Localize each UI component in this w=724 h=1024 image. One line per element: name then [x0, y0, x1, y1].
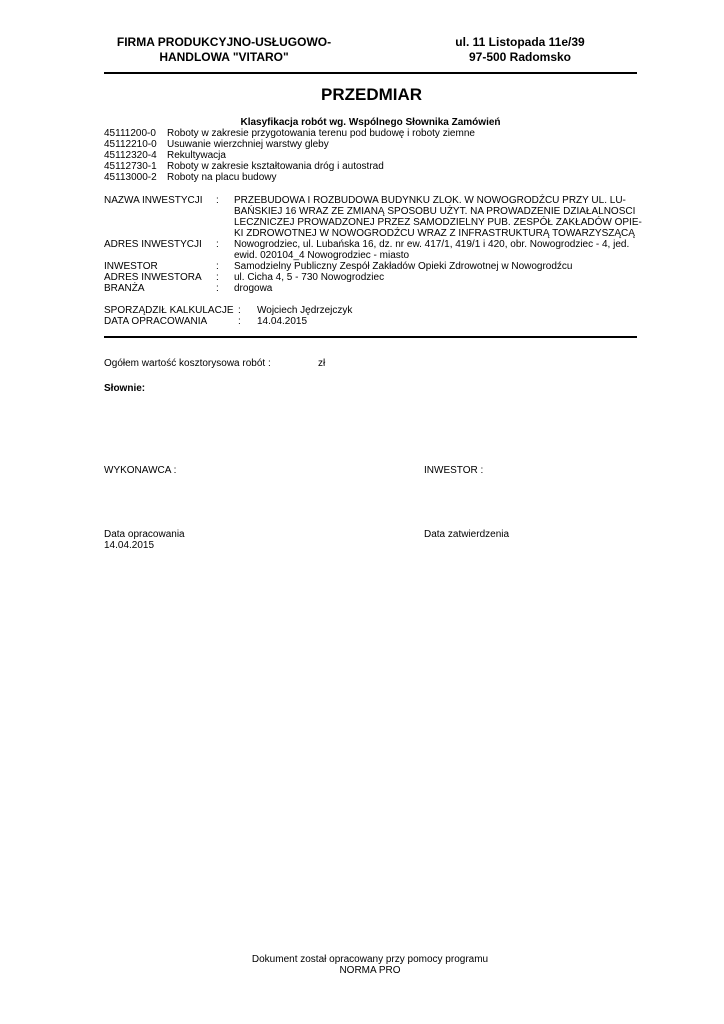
cpv-item — [104, 172, 475, 183]
cpv-code: 45112730-1 — [104, 161, 157, 172]
company-name — [104, 35, 344, 65]
field-label: BRANŻA — [104, 283, 145, 294]
field-colon: : — [216, 195, 219, 206]
field-colon: : — [216, 239, 219, 250]
cpv-code: 45113000-2 — [104, 172, 157, 183]
field-label: NAZWA INWESTYCJI — [104, 195, 203, 206]
field-nazwa-inwestycji — [104, 195, 642, 239]
field-adres-inwestora — [104, 272, 634, 283]
field-value: drogowa — [234, 283, 273, 294]
footer — [200, 954, 540, 976]
field-value — [234, 195, 642, 239]
cpv-item — [104, 139, 475, 150]
cpv-desc: Roboty na placu budowy — [167, 172, 277, 183]
company-address — [430, 35, 610, 65]
summary-colon: : — [268, 358, 271, 369]
field-value — [234, 239, 634, 261]
data-opracowania-value: 14.04.2015 — [104, 540, 155, 551]
header-rule — [104, 72, 637, 74]
inwestor-signature-label: INWESTOR : — [424, 465, 484, 476]
cpv-desc: Roboty w zakresie przygotowania terenu pod budowę i roboty ziemne — [167, 128, 475, 139]
slownie-label: Słownie: — [104, 383, 146, 394]
footer-line1: Dokument został opracowany przy pomocy programu — [251, 954, 489, 965]
wykonawca-label: WYKONAWCA : — [104, 465, 177, 476]
cpv-desc: Rekultywacja — [167, 150, 226, 161]
summary-label: Ogółem wartość kosztorysowa robót — [104, 358, 266, 369]
cpv-code: 45111200-0 — [104, 128, 156, 139]
company-name-line2: HANDLOWA "VITARO" — [159, 50, 289, 64]
page-title: PRZEDMIAR — [321, 85, 423, 104]
value-line: PRZEBUDOWA I ROZBUDOWA BUDYNKU ZLOK. W NOWOGRODŹCU PRZY UL. LU- — [234, 195, 626, 206]
company-address-line1: ul. 11 Listopada 11e/39 — [455, 35, 585, 49]
field-label: DATA OPRACOWANIA — [104, 316, 208, 327]
field-value: Samodzielny Publiczny Zespół Zakładów Opieki Zdrowotnej w Nowogrodźcu — [234, 261, 573, 272]
field-label: ADRES INWESTYCJI — [104, 239, 202, 250]
cpv-code: 45112320-4 — [104, 150, 157, 161]
field-inwestor — [104, 261, 634, 272]
field-sporzadzil — [104, 305, 352, 316]
field-label: SPORZĄDZIŁ KALKULACJE — [104, 305, 234, 316]
data-opracowania-block — [104, 529, 185, 551]
cpv-code: 45112210-0 — [104, 139, 157, 150]
footer-line2: NORMA PRO — [339, 965, 401, 976]
cpv-desc: Roboty w zakresie kształtowania dróg i autostrad — [167, 161, 384, 172]
value-line: BAŃSKIEJ 16 WRAZ ZE ZMIANĄ SPOSOBU UŻYT. NA PROWADZENIE DZIAŁALNOSCI — [234, 206, 636, 217]
field-data-opracowania — [104, 316, 352, 327]
cpv-list — [104, 128, 475, 183]
summary-currency: zł — [318, 358, 326, 369]
cpv-desc: Usuwanie wierzchniej warstwy gleby — [167, 139, 329, 150]
field-value: Wojciech Jędrzejczyk — [257, 305, 353, 316]
data-opracowania-label: Data opracowania — [104, 529, 185, 540]
field-colon: : — [238, 316, 241, 327]
cpv-item — [104, 161, 475, 172]
section-rule — [104, 336, 637, 338]
investment-fields — [104, 195, 642, 294]
field-colon: : — [216, 272, 219, 283]
field-branza — [104, 283, 634, 294]
data-zatwierdzenia-label: Data zatwierdzenia — [424, 529, 510, 540]
value-line: KI ZDROWOTNEJ W NOWOGRODŹCU WRAZ Z INFRASTRUKTURĄ TOWARZYSZĄCĄ — [234, 228, 635, 239]
field-colon: : — [238, 305, 241, 316]
cpv-heading: Klasyfikacja robót wg. Wspólnego Słownika Zamówień — [240, 117, 501, 128]
field-adres-inwestycji — [104, 239, 634, 261]
field-label: INWESTOR — [104, 261, 158, 272]
value-line: ewid. 020104_4 Nowogrodziec - miasto — [234, 250, 410, 261]
field-value: ul. Cicha 4, 5 - 730 Nowogrodziec — [234, 272, 385, 283]
field-colon: : — [216, 261, 219, 272]
cpv-item — [104, 128, 475, 139]
company-name-line1: FIRMA PRODUKCYJNO-USŁUGOWO- — [116, 35, 332, 49]
kalkulacja-fields — [104, 305, 352, 327]
value-line: LECZNICZEJ PROWADZONEJ PRZEZ SAMODZIELNY PUB. ZESPÓŁ ZAKŁADÓW OPIE- — [234, 217, 642, 228]
value-line: Nowogrodziec, ul. Lubańska 16, dz. nr ew. 417/1, 419/1 i 420, obr. Nowogrodziec - 4, jed. — [234, 239, 630, 250]
cpv-item — [104, 150, 475, 161]
field-colon: : — [216, 283, 219, 294]
field-label: ADRES INWESTORA — [104, 272, 202, 283]
field-value: 14.04.2015 — [257, 316, 308, 327]
company-address-line2: 97-500 Radomsko — [468, 50, 572, 64]
